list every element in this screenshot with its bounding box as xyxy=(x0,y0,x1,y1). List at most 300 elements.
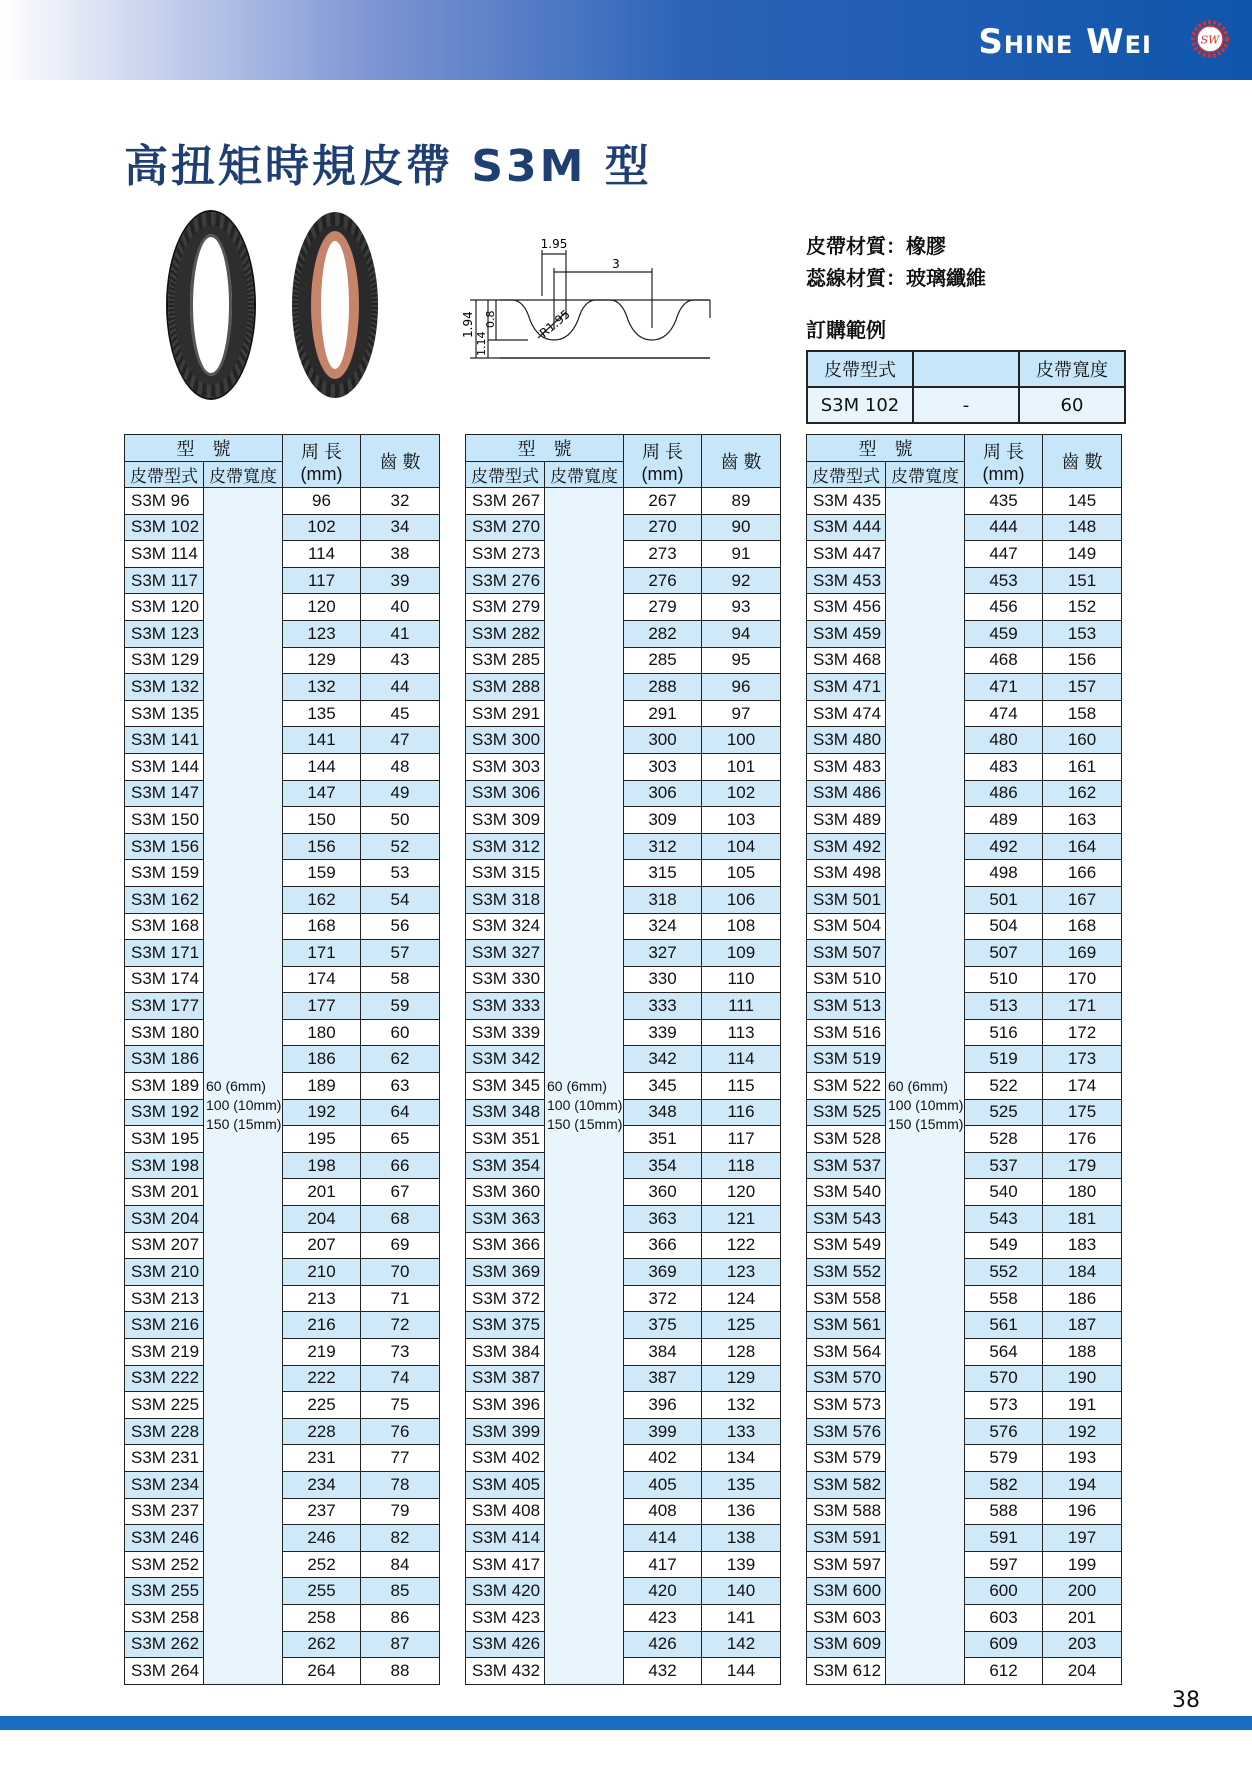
table-row xyxy=(807,753,1122,780)
table-row xyxy=(125,1152,440,1179)
model-cell: S3M 504 xyxy=(807,913,886,940)
brand-name: Shine Wei xyxy=(978,22,1152,62)
table-row xyxy=(125,1285,440,1312)
teeth-cell: 120 xyxy=(702,1179,781,1206)
length-cell: 159 xyxy=(283,860,361,887)
header-length: 周 長 (mm) xyxy=(624,435,702,488)
svg-text:1.14: 1.14 xyxy=(475,331,488,356)
header-model: 型 號 xyxy=(466,435,624,462)
table-row xyxy=(466,993,781,1020)
length-cell: 384 xyxy=(624,1339,702,1366)
teeth-cell: 144 xyxy=(702,1658,781,1685)
length-cell: 324 xyxy=(624,913,702,940)
teeth-cell: 92 xyxy=(702,567,781,594)
model-cell: S3M 222 xyxy=(125,1365,204,1392)
teeth-cell: 54 xyxy=(361,886,440,913)
table-row xyxy=(807,1365,1122,1392)
model-cell: S3M 312 xyxy=(466,833,545,860)
model-cell: S3M 408 xyxy=(466,1498,545,1525)
table-row xyxy=(125,1099,440,1126)
length-cell: 231 xyxy=(283,1445,361,1472)
teeth-cell: 65 xyxy=(361,1126,440,1153)
length-cell: 180 xyxy=(283,1019,361,1046)
length-cell: 162 xyxy=(283,886,361,913)
length-cell: 246 xyxy=(283,1525,361,1552)
teeth-cell: 114 xyxy=(702,1046,781,1073)
table-row xyxy=(807,541,1122,568)
teeth-cell: 135 xyxy=(702,1471,781,1498)
length-cell: 402 xyxy=(624,1445,702,1472)
length-cell: 135 xyxy=(283,700,361,727)
table-row xyxy=(466,1365,781,1392)
model-cell: S3M 459 xyxy=(807,620,886,647)
order-header-blank xyxy=(913,351,1019,387)
header-belt-width: 皮帶寬度 xyxy=(545,462,624,488)
teeth-cell: 86 xyxy=(361,1604,440,1631)
model-cell: S3M 219 xyxy=(125,1339,204,1366)
model-cell: S3M 213 xyxy=(125,1285,204,1312)
teeth-cell: 63 xyxy=(361,1073,440,1100)
table-row xyxy=(125,1658,440,1685)
model-cell: S3M 114 xyxy=(125,541,204,568)
length-cell: 129 xyxy=(283,647,361,674)
length-cell: 543 xyxy=(965,1206,1043,1233)
table-row xyxy=(807,1339,1122,1366)
length-cell: 276 xyxy=(624,567,702,594)
table-row xyxy=(466,886,781,913)
length-cell: 168 xyxy=(283,913,361,940)
length-cell: 282 xyxy=(624,620,702,647)
model-cell: S3M 264 xyxy=(125,1658,204,1685)
table-row xyxy=(125,966,440,993)
teeth-cell: 38 xyxy=(361,541,440,568)
teeth-cell: 179 xyxy=(1043,1152,1122,1179)
table-row xyxy=(466,567,781,594)
table-row xyxy=(466,1471,781,1498)
model-cell: S3M 306 xyxy=(466,780,545,807)
length-cell: 327 xyxy=(624,940,702,967)
teeth-cell: 69 xyxy=(361,1232,440,1259)
length-cell: 591 xyxy=(965,1525,1043,1552)
table-row xyxy=(125,1604,440,1631)
length-cell: 255 xyxy=(283,1578,361,1605)
length-cell: 420 xyxy=(624,1578,702,1605)
length-cell: 588 xyxy=(965,1498,1043,1525)
teeth-cell: 157 xyxy=(1043,674,1122,701)
teeth-cell: 204 xyxy=(1043,1658,1122,1685)
table-row xyxy=(466,1604,781,1631)
teeth-cell: 162 xyxy=(1043,780,1122,807)
table-row xyxy=(466,966,781,993)
order-value-type: S3M 102 xyxy=(807,387,913,423)
model-cell: S3M 285 xyxy=(466,647,545,674)
length-cell: 237 xyxy=(283,1498,361,1525)
model-cell: S3M 168 xyxy=(125,913,204,940)
teeth-cell: 62 xyxy=(361,1046,440,1073)
length-cell: 198 xyxy=(283,1152,361,1179)
model-cell: S3M 588 xyxy=(807,1498,886,1525)
model-cell: S3M 573 xyxy=(807,1392,886,1419)
teeth-cell: 103 xyxy=(702,807,781,834)
model-cell: S3M 492 xyxy=(807,833,886,860)
model-cell: S3M 339 xyxy=(466,1019,545,1046)
length-cell: 564 xyxy=(965,1339,1043,1366)
table-row xyxy=(807,833,1122,860)
length-cell: 262 xyxy=(283,1631,361,1658)
teeth-cell: 70 xyxy=(361,1259,440,1286)
table-row xyxy=(125,1418,440,1445)
model-cell: S3M 402 xyxy=(466,1445,545,1472)
model-cell: S3M 300 xyxy=(466,727,545,754)
length-cell: 396 xyxy=(624,1392,702,1419)
model-cell: S3M 228 xyxy=(125,1418,204,1445)
teeth-cell: 188 xyxy=(1043,1339,1122,1366)
model-cell: S3M 414 xyxy=(466,1525,545,1552)
table-row xyxy=(125,993,440,1020)
teeth-cell: 104 xyxy=(702,833,781,860)
teeth-cell: 132 xyxy=(702,1392,781,1419)
model-cell: S3M 342 xyxy=(466,1046,545,1073)
table-row xyxy=(466,1445,781,1472)
length-cell: 195 xyxy=(283,1126,361,1153)
table-row xyxy=(466,514,781,541)
header-belt-type: 皮帶型式 xyxy=(125,462,204,488)
length-cell: 522 xyxy=(965,1073,1043,1100)
table-row xyxy=(807,1179,1122,1206)
table-row xyxy=(807,940,1122,967)
table-row xyxy=(466,620,781,647)
length-cell: 501 xyxy=(965,886,1043,913)
teeth-cell: 197 xyxy=(1043,1525,1122,1552)
table-row xyxy=(125,674,440,701)
teeth-cell: 53 xyxy=(361,860,440,887)
table-row xyxy=(466,1232,781,1259)
model-cell: S3M 159 xyxy=(125,860,204,887)
teeth-cell: 106 xyxy=(702,886,781,913)
table-row xyxy=(125,514,440,541)
length-cell: 279 xyxy=(624,594,702,621)
table-row xyxy=(807,1126,1122,1153)
length-cell: 573 xyxy=(965,1392,1043,1419)
teeth-cell: 66 xyxy=(361,1152,440,1179)
table-row xyxy=(125,1631,440,1658)
teeth-cell: 91 xyxy=(702,541,781,568)
length-cell: 171 xyxy=(283,940,361,967)
belt-image-orange xyxy=(292,212,378,398)
length-cell: 348 xyxy=(624,1099,702,1126)
model-cell: S3M 558 xyxy=(807,1285,886,1312)
teeth-cell: 90 xyxy=(702,514,781,541)
svg-text:0.8: 0.8 xyxy=(484,310,497,328)
model-cell: S3M 432 xyxy=(466,1658,545,1685)
teeth-cell: 97 xyxy=(702,700,781,727)
length-cell: 486 xyxy=(965,780,1043,807)
length-cell: 351 xyxy=(624,1126,702,1153)
teeth-cell: 43 xyxy=(361,647,440,674)
teeth-cell: 72 xyxy=(361,1312,440,1339)
length-cell: 570 xyxy=(965,1365,1043,1392)
teeth-cell: 152 xyxy=(1043,594,1122,621)
table-row xyxy=(466,1019,781,1046)
length-cell: 579 xyxy=(965,1445,1043,1472)
teeth-cell: 56 xyxy=(361,913,440,940)
teeth-cell: 85 xyxy=(361,1578,440,1605)
table-row xyxy=(125,620,440,647)
table-row xyxy=(466,1631,781,1658)
model-cell: S3M 600 xyxy=(807,1578,886,1605)
table-row xyxy=(807,727,1122,754)
length-cell: 597 xyxy=(965,1551,1043,1578)
table-row xyxy=(125,594,440,621)
table-row xyxy=(807,1312,1122,1339)
teeth-cell: 201 xyxy=(1043,1604,1122,1631)
model-cell: S3M 237 xyxy=(125,1498,204,1525)
teeth-cell: 34 xyxy=(361,514,440,541)
teeth-cell: 75 xyxy=(361,1392,440,1419)
length-cell: 549 xyxy=(965,1232,1043,1259)
teeth-cell: 167 xyxy=(1043,886,1122,913)
table-row xyxy=(466,1578,781,1605)
table-row xyxy=(807,700,1122,727)
header-belt-width: 皮帶寬度 xyxy=(886,462,965,488)
model-cell: S3M 204 xyxy=(125,1206,204,1233)
teeth-cell: 102 xyxy=(702,780,781,807)
length-cell: 474 xyxy=(965,700,1043,727)
length-cell: 258 xyxy=(283,1604,361,1631)
model-cell: S3M 609 xyxy=(807,1631,886,1658)
model-cell: S3M 369 xyxy=(466,1259,545,1286)
teeth-cell: 32 xyxy=(361,488,440,515)
table-row xyxy=(466,1658,781,1685)
model-cell: S3M 570 xyxy=(807,1365,886,1392)
table-row xyxy=(807,1658,1122,1685)
table-row xyxy=(466,700,781,727)
length-cell: 432 xyxy=(624,1658,702,1685)
header-bar xyxy=(0,0,1252,80)
length-cell: 213 xyxy=(283,1285,361,1312)
table-row xyxy=(466,1259,781,1286)
length-cell: 228 xyxy=(283,1418,361,1445)
table-row xyxy=(807,1206,1122,1233)
teeth-cell: 190 xyxy=(1043,1365,1122,1392)
model-cell: S3M 255 xyxy=(125,1578,204,1605)
teeth-cell: 111 xyxy=(702,993,781,1020)
teeth-cell: 82 xyxy=(361,1525,440,1552)
model-cell: S3M 147 xyxy=(125,780,204,807)
model-cell: S3M 363 xyxy=(466,1206,545,1233)
model-cell: S3M 444 xyxy=(807,514,886,541)
length-cell: 417 xyxy=(624,1551,702,1578)
model-cell: S3M 426 xyxy=(466,1631,545,1658)
model-cell: S3M 576 xyxy=(807,1418,886,1445)
model-cell: S3M 507 xyxy=(807,940,886,967)
length-cell: 309 xyxy=(624,807,702,834)
table-row xyxy=(125,1551,440,1578)
model-cell: S3M 162 xyxy=(125,886,204,913)
model-cell: S3M 210 xyxy=(125,1259,204,1286)
model-cell: S3M 267 xyxy=(466,488,545,515)
length-cell: 318 xyxy=(624,886,702,913)
cord-material: 蕊線材質：玻璃纖維 xyxy=(806,266,986,290)
length-cell: 408 xyxy=(624,1498,702,1525)
length-cell: 489 xyxy=(965,807,1043,834)
belt-material: 皮帶材質：橡膠 xyxy=(806,234,946,258)
length-cell: 399 xyxy=(624,1418,702,1445)
table-row xyxy=(807,1418,1122,1445)
model-cell: S3M 552 xyxy=(807,1259,886,1286)
length-cell: 96 xyxy=(283,488,361,515)
teeth-cell: 108 xyxy=(702,913,781,940)
material-info xyxy=(806,230,986,294)
teeth-cell: 76 xyxy=(361,1418,440,1445)
table-row xyxy=(807,1392,1122,1419)
teeth-cell: 196 xyxy=(1043,1498,1122,1525)
table-row xyxy=(807,1019,1122,1046)
table-row xyxy=(466,674,781,701)
length-cell: 552 xyxy=(965,1259,1043,1286)
model-cell: S3M 174 xyxy=(125,966,204,993)
teeth-cell: 59 xyxy=(361,993,440,1020)
model-cell: S3M 102 xyxy=(125,514,204,541)
table-row xyxy=(125,1126,440,1153)
length-cell: 123 xyxy=(283,620,361,647)
length-cell: 576 xyxy=(965,1418,1043,1445)
width-options-cell: 60 (6mm) 100 (10mm) 150 (15mm) xyxy=(886,488,965,1685)
length-cell: 174 xyxy=(283,966,361,993)
length-cell: 453 xyxy=(965,567,1043,594)
model-cell: S3M 258 xyxy=(125,1604,204,1631)
length-cell: 285 xyxy=(624,647,702,674)
teeth-cell: 142 xyxy=(702,1631,781,1658)
teeth-cell: 68 xyxy=(361,1206,440,1233)
table-row xyxy=(466,833,781,860)
table-row xyxy=(807,860,1122,887)
model-cell: S3M 483 xyxy=(807,753,886,780)
table-row xyxy=(466,541,781,568)
table-row xyxy=(125,780,440,807)
teeth-cell: 64 xyxy=(361,1099,440,1126)
table-row xyxy=(125,1445,440,1472)
table-row xyxy=(807,674,1122,701)
length-cell: 177 xyxy=(283,993,361,1020)
length-cell: 333 xyxy=(624,993,702,1020)
length-cell: 366 xyxy=(624,1232,702,1259)
model-cell: S3M 519 xyxy=(807,1046,886,1073)
teeth-cell: 74 xyxy=(361,1365,440,1392)
table-row xyxy=(807,1498,1122,1525)
order-example-table xyxy=(806,350,1126,424)
length-cell: 558 xyxy=(965,1285,1043,1312)
length-cell: 201 xyxy=(283,1179,361,1206)
teeth-cell: 84 xyxy=(361,1551,440,1578)
length-cell: 492 xyxy=(965,833,1043,860)
teeth-cell: 40 xyxy=(361,594,440,621)
table-row xyxy=(466,1126,781,1153)
teeth-cell: 117 xyxy=(702,1126,781,1153)
length-cell: 405 xyxy=(624,1471,702,1498)
teeth-cell: 45 xyxy=(361,700,440,727)
svg-text:1.94: 1.94 xyxy=(461,311,475,338)
length-cell: 207 xyxy=(283,1232,361,1259)
table-row xyxy=(466,1418,781,1445)
model-cell: S3M 522 xyxy=(807,1073,886,1100)
model-cell: S3M 156 xyxy=(125,833,204,860)
length-cell: 267 xyxy=(624,488,702,515)
length-cell: 609 xyxy=(965,1631,1043,1658)
model-cell: S3M 591 xyxy=(807,1525,886,1552)
length-cell: 447 xyxy=(965,541,1043,568)
table-row xyxy=(466,1285,781,1312)
length-cell: 132 xyxy=(283,674,361,701)
teeth-cell: 89 xyxy=(702,488,781,515)
table-row xyxy=(807,780,1122,807)
model-cell: S3M 330 xyxy=(466,966,545,993)
length-cell: 507 xyxy=(965,940,1043,967)
table-row xyxy=(125,1073,440,1100)
length-cell: 141 xyxy=(283,727,361,754)
table-row xyxy=(125,1206,440,1233)
table-row xyxy=(466,647,781,674)
length-cell: 147 xyxy=(283,780,361,807)
teeth-cell: 48 xyxy=(361,753,440,780)
model-cell: S3M 540 xyxy=(807,1179,886,1206)
svg-text:SW: SW xyxy=(1200,33,1220,47)
model-cell: S3M 234 xyxy=(125,1471,204,1498)
teeth-cell: 192 xyxy=(1043,1418,1122,1445)
model-cell: S3M 564 xyxy=(807,1339,886,1366)
teeth-cell: 174 xyxy=(1043,1073,1122,1100)
model-cell: S3M 447 xyxy=(807,541,886,568)
table-row xyxy=(466,594,781,621)
header-belt-type: 皮帶型式 xyxy=(466,462,545,488)
teeth-cell: 145 xyxy=(1043,488,1122,515)
model-cell: S3M 489 xyxy=(807,807,886,834)
teeth-cell: 87 xyxy=(361,1631,440,1658)
teeth-cell: 199 xyxy=(1043,1551,1122,1578)
table-row xyxy=(807,966,1122,993)
table-row xyxy=(807,1259,1122,1286)
teeth-cell: 200 xyxy=(1043,1578,1122,1605)
teeth-cell: 171 xyxy=(1043,993,1122,1020)
table-row xyxy=(807,514,1122,541)
table-row xyxy=(807,1445,1122,1472)
table-row xyxy=(125,1365,440,1392)
teeth-cell: 161 xyxy=(1043,753,1122,780)
teeth-cell: 191 xyxy=(1043,1392,1122,1419)
table-row xyxy=(466,860,781,887)
length-cell: 510 xyxy=(965,966,1043,993)
model-cell: S3M 399 xyxy=(466,1418,545,1445)
model-cell: S3M 216 xyxy=(125,1312,204,1339)
model-cell: S3M 579 xyxy=(807,1445,886,1472)
teeth-cell: 134 xyxy=(702,1445,781,1472)
teeth-cell: 175 xyxy=(1043,1099,1122,1126)
length-cell: 144 xyxy=(283,753,361,780)
model-cell: S3M 132 xyxy=(125,674,204,701)
table-row xyxy=(125,1259,440,1286)
teeth-cell: 115 xyxy=(702,1073,781,1100)
model-cell: S3M 549 xyxy=(807,1232,886,1259)
model-cell: S3M 348 xyxy=(466,1099,545,1126)
length-cell: 372 xyxy=(624,1285,702,1312)
length-cell: 471 xyxy=(965,674,1043,701)
length-cell: 561 xyxy=(965,1312,1043,1339)
table-row xyxy=(807,567,1122,594)
table-row xyxy=(125,700,440,727)
model-cell: S3M 375 xyxy=(466,1312,545,1339)
length-cell: 234 xyxy=(283,1471,361,1498)
teeth-cell: 123 xyxy=(702,1259,781,1286)
